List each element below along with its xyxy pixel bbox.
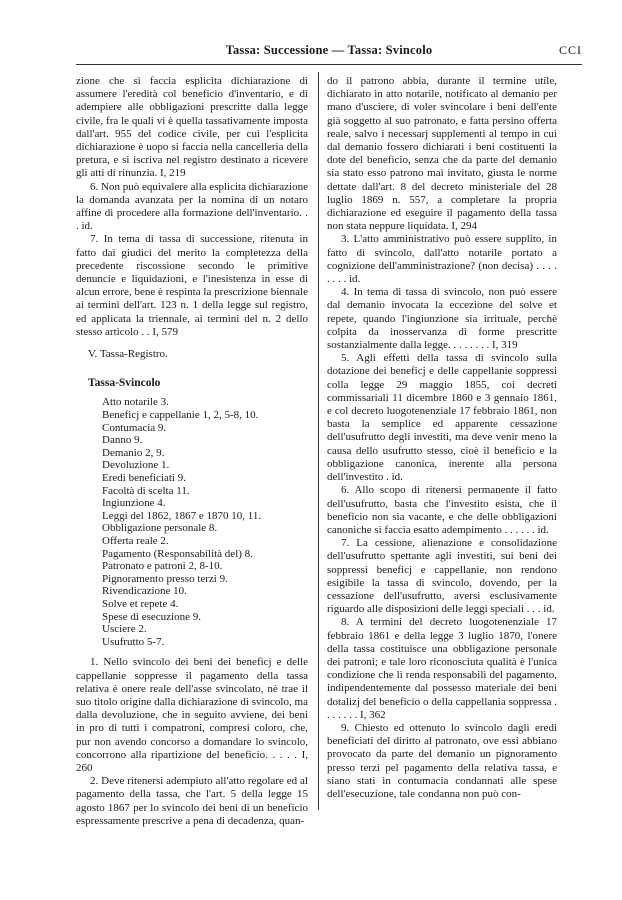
paragraph-2: 2. Deve ritenersi adempiuto all'atto regolare ed al pagamento della tassa, che l'art. 5 della legge 15 agosto 1867 per lo svincolo dei beni di un beneficio espressamente prescrive a pena di decadenza, quan- [76,775,308,827]
index-entry: Pagamento (Responsabilità del) 8. [102,547,253,560]
paragraph-6: 6. Non può equivalere alla esplicita dichiarazione la domanda avanzata per la nomina di un notaro affine di procedere alla formazione dell'inventario. . . id. [76,180,308,233]
index-entry: Offerta reale 2. [102,535,169,547]
index-entry: Rivendicazione 10. [102,585,187,598]
paragraph-8: 8. A termini del decreto luogotenenziale 17 febbraio 1861 e della legge 3 luglio 1870, l'onere della tassa costituisce una obbligazione personale dei patroni; e tale loro riconosciuta qualità è l'unica condizione che li renda responsabili del pagamento, indipendentemente dal possesso materiale dei beni dotalizj del beneficio o della cappellania soppressa . . . . . . . I, 362 [327,616,557,721]
index-entry: Ingiunzione 4. [102,497,166,510]
index-entry: Atto notarile 3. [102,396,169,409]
index-entry: Obbligazione personale 8. [102,522,218,535]
subject-index [102,396,308,648]
index-entry: Spese di esecuzione 9. [102,610,201,623]
paragraph-1: 1. Nello svincolo dei beni dei beneficj e delle cappellanie soppresse il pagamento della tassa relativa è onere reale dell'asse svincolato, nè trae il suo titolo origine dalla dichiarazione di svincolo, ma dalla devoluzione, che in seguito avviene, dei beni in pro di tutti i compatroni, compresi coloro, che, pur non avendo concorso a domandare lo svincolo, concorrono alla ripartizione del beneficio. . . . . I, 260 [76,656,308,774]
paragraph-continuation: zione che si faccia esplicita dichiarazione di assumere l'eredità col beneficio d'inventario, e di adempiere alle obbligazioni prescritte dalla legge civile, fra le quali vi è quella tassativamente imposta dall'art. 955 del codice civile, per cui l'esplicita dichiarazione è uopo si faccia nella cancelleria della pretura, e si iscriva nel registro destinato a ricevere gli atti di rinunzia. I, 219 [76,75,308,180]
index-entry: Pignoramento presso terzi 9. [102,572,228,585]
paragraph-3: 3. L'atto amministrativo può essere supplito, in fatto di svincolo, dall'atto notarile portato a cognizione dell'amministrazione? (non decisa) . . . . . . . . id. [327,233,557,286]
paragraph-4: 4. In tema di tassa di svincolo, non può essere dal demanio invocata la eccezione del solve et repete, quando l'ingiunzione sia irrituale, perchè colpita da inosservanza di forme prescritte sostanzialmente dalla legge. . . . . . . . I, 319 [327,286,557,352]
paragraph-7: 7. La cessione, alienazione e consolidazione dell'usufrutto spettante agli investiti, sui beni dei soppressi beneficj e cappellanie, non rendono esigibile la tassa di svincolo, dovendo, per la cessazione dell'usufrutto, aversi esclusivamente riguardo alle disposizioni delle leggi speciali . . . id. [327,537,557,616]
index-entry: Facoltà di scelta 11. [102,484,190,497]
page-number: CCI [558,43,582,57]
paragraph-5: 5. Agli effetti della tassa di svincolo sulla dotazione dei beneficj e delle cappellanie soppressi colla legge 29 maggio 1855, coi decreti commissariali 11 dicembre 1860 e 3 gennaio 1861, e col decreto luogotenenziale 17 febbraio 1861, non basta la semplice ed apparente cessazione dell'usufrutto degli investiti, ma deve venir meno la causa dello usufrutto stesso, cioè il beneficio e la obbligazione canonica, inerente alla persona dell'investito . id. [327,352,557,484]
paragraph-7: 7. In tema di tassa di successione, ritenuta in fatto dai giudici del merito la completezza della precedente riscossione secondo le primitive denuncie e liquidazioni, e l'inesistenza in esse di alcun errore, bene è respinta la prescrizione biennale ai termini dell'art. 123 n. 1 della legge sul registro, ed applicata la triennale, ai termini del n. 2 dello stesso articolo . . I, 579 [76,233,308,338]
left-column [76,75,308,828]
header-title: Tassa: Successione — Tassa: Svincolo [225,43,433,57]
index-entry: Eredi beneficiati 9. [102,472,186,485]
index-entry: Usciere 2. [102,623,147,636]
running-header [76,40,582,65]
paragraph-6: 6. Allo scopo di ritenersi permanente il fatto dell'usufrutto, basta che l'investito esista, che il beneficio non sia vacante, e che delle obbligazioni canoniche si faccia esatto adempimento . . . . . . id. [327,484,557,536]
index-entry: Patronato e patroni 2, 8-10. [102,560,223,573]
index-entry: Devoluzione 1. [102,459,170,472]
paragraph-2-continuation: do il patrono abbia, durante il termine utile, dichiarato in atto notarile, notificato al demanio per mano d'usciere, di voler svincolare i beni dell'ente già soggetto al suo patronato, e fatta persino offerta reale, salvo i necessarj supplementi al tempo in cui dal demanio fossero dichiarati i beni costituenti la dote del beneficio, senza che da parte del demanio sia stato esso patrono mai invitato, giusta le norme dettate dall'art. 8 del decreto ministeriale del 28 luglio 1869 n. 557, a completare la propria dichiarazione ed eseguire il pagamento della tassa non stata neppure liquidata. I, 294 [327,75,557,233]
index-entry: Solve et repete 4. [102,597,179,610]
index-entry: Usufrutto 5-7. [102,635,165,648]
see-also-reference: V. Tassa-Registro. [88,348,168,361]
paragraph-9: 9. Chiesto ed ottenuto lo svincolo dagli eredi beneficiati del diritto al patronato, ove essi abbiano provocato da parte del demanio un pignoramento presso terzi pel pagamento della relativa tassa, e siano stati in contumacia condannati alle spese dell'esecuzione, tale condanna non può con- [327,721,557,800]
section-title-svincolo: Tassa-Svincolo [88,377,161,390]
index-entry: Danno 9. [102,434,143,447]
right-column [318,72,557,810]
index-entry: Leggi del 1862, 1867 e 1870 10, 11. [102,509,262,522]
index-entry: Beneficj e cappellanie 1, 2, 5-8, 10. [102,409,259,422]
index-entry: Contumacia 9. [102,421,167,434]
index-entry: Demanio 2, 9. [102,446,165,459]
